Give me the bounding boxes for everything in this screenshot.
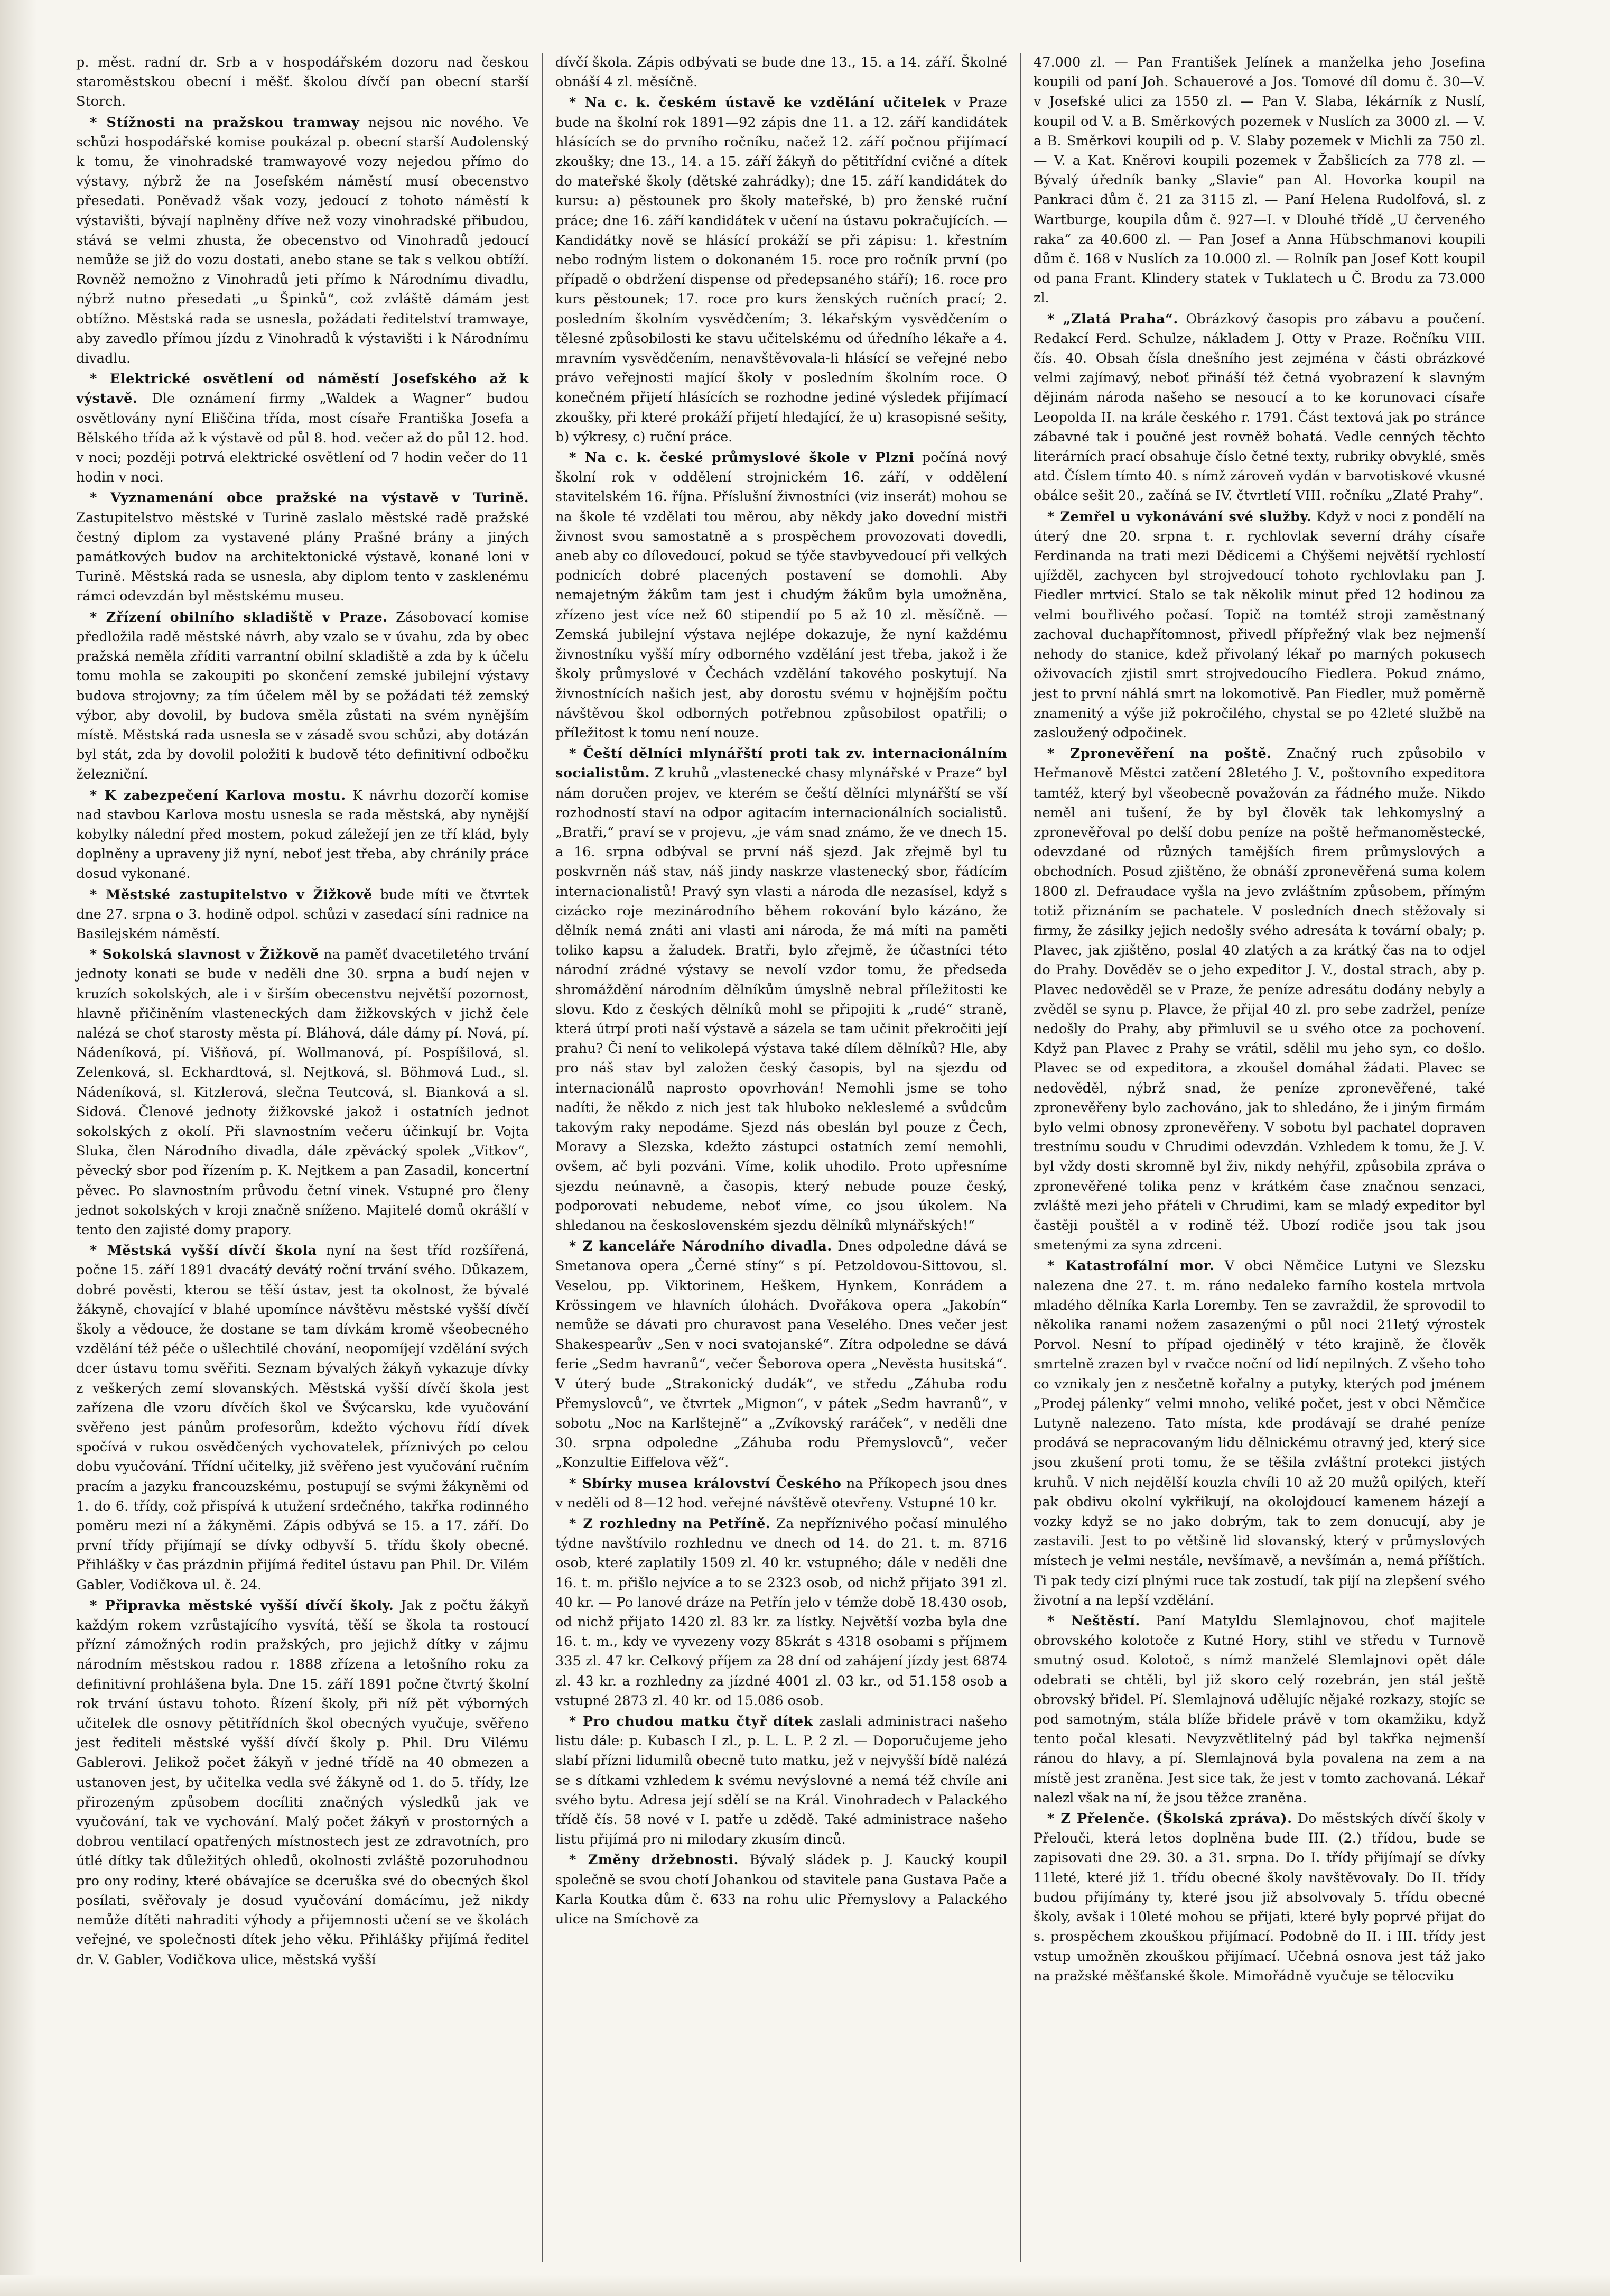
article-heading: * Z kanceláře Národního divadla.	[569, 1238, 832, 1254]
article-paragraph	[1034, 507, 1485, 743]
article-heading: * Sokolská slavnost v Žižkově	[90, 947, 319, 962]
article-text: Bývalý sládek p. J. Kaucký koupil společně se svou chotí Johankou od stavitele pana Gustava Pače a Karla Koutka dům č. 633 na rohu ulic Přemyslovy a Palackého ulice na Smíchově za	[555, 1852, 1008, 1928]
article-text: zaslali administraci našeho listu dále: p. Kubasch I zl., p. L. L. P. 2 zl. — Doporučujeme jeho slabí přízni lidumilů obecně tuto matku, jež v nejvyšší bídě nalézá se s dítkami vzhledem k svému nevýslovné a nemá též chvíle ani svého bytu. Adresa její sdělí se na Král. Vinohradech v Palackého třídě čís. 58 nové v I. patře u zdědě. Také administrace našeho listu přijímá pro ni milodary zkusím dinců.	[555, 1714, 1007, 1848]
article-text: počíná nový školní rok v oddělení strojnickém 16. září, v oddělení stavitelském 16. října. Příslušní živnostníci (viz inserát) mohou se na škole té vzdělati tou měrou, aby někdy jako dovední mistři živnost svou samostatně a s prospěchem provozovati dovedli, aneb aby co dílovedoucí, pokud se týče stavbyvedoucí při velkých podnicích dobré placených postavení se domohli. Aby nemajetným žákům tam jest i chudým žákům byla umožněna, zřízeno jest více než 60 stipendií po 5 až 10 zl. měsíčně. — Zemská jubilejní výstava nejlépe dokazuje, že nyní každému živnostníku vyšší míry odborného vzdělání jest třeba, jakož i že školy průmyslové v Čechách vzdělání takového poskytují. Na živnostnících našich jest, aby dorostu svému v hojnějším počtu návštěvou škol odborných potřebnou způsobilost opatřili; o příležitost k tomu není nouze.	[555, 450, 1007, 741]
article-heading: * Neštěstí.	[1047, 1613, 1140, 1629]
article-text: Zásobovací komise předložila radě městské návrh, aby vzalo se v úvahu, zda by obec pražská neměla zříditi varrantní obilní skladiště a zda by k účelu tomu mohla se zakoupiti po skončení zemské jubilejní výstavy budova strojovny; za tím účelem měl by se požádati též zemský výbor, aby dovolil, by budova směla zůstati na svém nynějším místě. Městská rada usnesla se v zásadě svou schůzi, aby dotázán byl stát, zda by dovolil položiti k budově této definitivní odbočku železniční.	[76, 609, 529, 783]
article-paragraph	[555, 448, 1007, 743]
article-heading: * Elektrické osvětlení od náměstí Josefského až k výstavě.	[76, 371, 529, 406]
article-paragraph	[76, 488, 529, 606]
article-paragraph	[76, 885, 529, 945]
article-text: nyní na šest tříd rozšířená, počne 15. září 1891 dvacátý devátý roční trvání svého. Důkazem, dobré pověsti, kterou se těší ústav, jest ta okolnost, že bývalé žákyně, chovající v blahé upomínce návštěvu městské vyšší dívčí školy a vědouce, že dostane se tam dívkám kromě všeobecného vzdělání též péče o ušlechtilé chování, neopomíjejí vzdělání svých dcer ústavu tomu svěřiti. Seznam bývalých žákyň vykazuje dívky z veškerých zemí slovanských. Městská vyšší dívčí škola jest zařízena dle vzoru dívčích škol ve Švýcarsku, kde vyučování svěřeno jest pánům profesorům, kdežto výchovu řídí dívek spočívá v rukou osvědčených vychovatelek, příznivých po celou dobu vyučování. Třídní učitelky, již svěřeno jest vyučování ručním pracím a jazyku francouzskému, postupují se svými žákyněmi od 1. do 6. třídy, což přispívá k utužení srdečného, takřka rodinného poměru mezi ní a žákyněmi. Zápis odbývá se 15. a 17. září. Do první třídy přijímají se dívky odbyvší 5. třídu školy obecné. Přihlášky v čas prázdnin přijímá ředitel ústavu pan Phil. Dr. Vilém Gabler, Vodičkova ul. č. 24.	[76, 1243, 529, 1593]
article-text: dívčí škola. Zápis odbývati se bude dne 13., 15. a 14. září. Školné obnáší 4 zl. měsíčně.	[555, 54, 1007, 90]
article-text: Dle oznámení firmy „Waldek a Wagner“ budou osvětlovány nyní Eliščina třída, most císaře Františka Josefa a Bělského třída až k výstavě od půl 8. hod. večer až do půl 12. hod. v noci; později potrvá elektrické osvětlení od 7 hodin večer do 11 hodin v noci.	[76, 391, 529, 486]
article-paragraph	[555, 744, 1007, 1236]
article-text: v Praze bude na školní rok 1891—92 zápis dne 11. a 12. září kandidátek hlásících se do prvního ročníku, načež 12. září počnou přijímací zkoušky; dne 13., 14. a 15. září žákyň do pětitřídní cvičné a dítek do mateřské školy (dětské zahrádky); dne 15. září kandidátek do kursu: a) pěstounek pro školy mateřské, b) pro ženské ruční práce; dne 16. září kandidátek v učení na ústavu pokračujících. — Kandidátky nově se hlásící prokáží se při zápisu: 1. křestním nebo rodným listem o dokonaném 15. roce pro ročník první (po případě o obdržení dispense od předepsaného stáří); 16. roce pro kurs pěstounek; 17. roce pro kurs ženských ručních prací; 2. posledním školním vysvědčením; 3. lékařským vysvědčením o tělesné způsobilosti ke stavu učitelskému od úředního lékaře a 4. mravním vysvědčením, nenavštěvovala-li hlásící se veřejné nebo právo veřejnosti mající školy v posledním školním roce. O konečném přijetí hlásících se rozhodne jediné výsledek přijímací zkoušky, při které prokáží přijetí hledající, že u) krasopisné sešity, b) výkresy, c) ruční práce.	[555, 95, 1007, 445]
article-text: na paměť dvacetiletého trvání jednoty konati se bude v neděli dne 30. srpna a budí nejen v kruzích sokolských, ale i v širším obecenstvu největší pozornost, hlavně přičiněním vlasteneckých dam žižkovských v jichž čele nalézá se choť starosty města pí. Bláhová, dále dámy pí. Nová, pí. Nádeníková, pí. Višňová, pí. Wollmanová, pí. Pospíšilová, sl. Zelenková, sl. Eckhardtová, sl. Nejtková, sl. Böhmová Lud., sl. Nádeníková, sl. Kitzlerová, slečna Teutcová, sl. Bianková a sl. Sidová. Členové jednoty žižkovské jakož i ostatních jednot sokolských z okolí. Při slavnostním večeru účinkují br. Vojta Sluka, člen Národního divadla, dále zpěvácký spolek „Vitkov“, pěvecký sbor pod řízením p. K. Nejtkem a pan Zasadil, koncertní pěvec. Po slavnostním průvodu četní vinek. Vstupné pro členy jednot sokolských v kroji značně sníženo. Majitelé domů okrášlí v tento den zajisté domy prapory.	[76, 947, 529, 1238]
newspaper-page	[63, 53, 1610, 2262]
article-paragraph	[555, 1712, 1007, 1849]
article-text: Za nepříznivého počasí minulého týdne navštívilo rozhlednu ve dnech od 14. do 21. t. m. 8716 osob, které zaplatily 1509 zl. 40 kr. vstupného; dále v neděli dne 16. t. m. přišlo nejvíce a to se 2323 osob, od nichž přijato 391 zl. 40 kr. — Po lanové dráze na Petřín jelo v témže době 18.430 osob, od nichž přijato 1420 zl. 83 kr. za lístky. Největší vozba byla dne 16. t. m., kdy ve vyvezeny vozy 85krát s 4318 osobami s příjmem 335 zl. 47 kr. Celkový příjem za 28 dní od zahájení jízdy jest 6874 zl. 43 kr. a rozhledny za jízdné 4001 zl. 03 kr., od 51.158 osob a vstupné 2873 zl. 40 kr. od 15.086 osob.	[555, 1516, 1008, 1709]
article-heading: * Sbírky musea království Českého	[569, 1476, 841, 1492]
article-paragraph	[76, 608, 529, 785]
article-text: Jak z počtu žákyň každým rokem vzrůstajícího vysvítá, těší se škola ta rostoucí přízní zámožných rodin pražských, pro jejichž dítky v zájmu národním městskou radou r. 1888 zřízena a letošního roku za definitivní prohlášena byla. Dne 15. září 1891 počne čtvrtý školní rok trvání ústavu tohoto. Řízení školy, při níž pět výborných učitelek dle osnovy pětitřídních škol obecných vyučuje, svěřeno jest řediteli městské vyšší dívčí školy p. Phil. Dru Vilému Gablerovi. Jelikož počet žákyň v jedné třídě na 40 obmezen a ustanoven jest, by učitelka vedla své žákyně od 1. do 5. třídy, lze přirozeným způsobem docíliti značných výsledků jak ve vyučování, tak ve vychování. Malý počet žákyň v prostorných a dobrou ventilací opatřených místnostech jest ze zdravotních, pro útlé dítky tak důležitých ohledů, okolnosti zvláště pozoruhodnou pro ony rodiny, které obávajíce se dceruška své do obecných škol posílati, svěřovaly je dosud vyučování domácímu, jež nikdy nemůže dítěti nahraditi výhody a přijemnosti učení se ve školách veřejné, ve společnosti dítek jeho věku. Přihlášky přijímá ředitel dr. V. Gabler, Vodičkova ulice, městská vyšší	[76, 1597, 529, 1968]
article-paragraph	[76, 113, 529, 369]
article-heading: * Zřízení obilního skladiště v Praze.	[90, 609, 388, 625]
article-text: na Příkopech jsou dnes v neděli od 8—12 hod. veřejné návštěvě otevřeny. Vstupné 10 kr.	[555, 1475, 1008, 1511]
article-paragraph	[555, 1474, 1007, 1513]
column-1	[63, 53, 542, 2262]
article-heading: * Zemřel u vykonávání své služby.	[1047, 509, 1311, 525]
article-heading: * Zpronevěření na poště.	[1047, 746, 1272, 762]
article-text: 47.000 zl. — Pan František Jelínek a manželka jeho Josefina koupili od paní Joh. Schauerové a Jos. Tomové díl domu č. 30—V. v Josefské ulici za 1550 zl. — Pan V. Slaba, lékárník z Nuslí, koupil od V. a B. Směrkových pozemek v Nuslích za 3000 zl. — V. a B. Směrkovi koupili od p. V. Slaby pozemek v Michli za 750 zl. — V. a Kat. Kněrovi koupili pozemek v Žabšlicích za 778 zl. — Bývalý úředník banky „Slavie“ pan Al. Hovorka koupil na Pankraci dům č. 21 za 3115 zl. — Paní Helena Rudolfová, sl. z Wartburge, koupila dům č. 927—I. v Dlouhé třídě „U červeného raka“ za 40.600 zl. — Pan Josef a Anna Hübschmanovi koupili dům č. 168 v Nuslích za 10.000 zl. — Rolník pan Josef Kott koupil od pana Frant. Klindery statek v Tuklatech u Č. Brodu za 73.000 zl.	[1034, 54, 1485, 307]
article-paragraph	[555, 53, 1007, 92]
article-paragraph	[555, 1514, 1007, 1711]
article-text: Dnes odpoledne dává se Smetanova opera „Černé stíny“ s pí. Petzoldovou-Sittovou, sl. Veselou, pp. Viktorinem, Heškem, Hynkem, Konrádem a Krössingem ve hlavních úlohách. Dvořákova opera „Jakobín“ nemůže se dávati pro churavost pana Veselého. Dnes večer jest Shakespearův „Sen v noci svatojanské“. Zítra odpoledne se dává ferie „Sedm havranů“, večer Šeborova opera „Nevěsta husitská“. V úterý bude „Strakonický dudák“, ve středu „Záhuba rodu Přemyslovců“, ve čtvrtek „Mignon“, v pátek „Sedm havranů“, v sobotu „Noc na Karlštejně“ a „Zvíkovský raráček“, v neděli dne 30. srpna odpoledne „Záhuba rodu Přemyslovců“, večer „Konzultie Eiffelova věž“.	[555, 1238, 1007, 1471]
article-heading: * Na c. k. české průmyslové škole v Plzni	[569, 450, 914, 466]
article-paragraph	[1034, 1256, 1485, 1610]
article-paragraph	[1034, 53, 1485, 309]
article-heading: * Stížnosti na pražskou tramway	[90, 115, 359, 131]
article-paragraph	[1034, 310, 1485, 506]
article-paragraph	[76, 1596, 529, 1970]
article-heading: * Z Přelenče. (Školská zpráva).	[1047, 1811, 1292, 1827]
article-text: Obrázkový časopis pro zábavu a poučení. Redakcí Ferd. Schulze, nákladem J. Otty v Praze. Ročníku VIII. čís. 40. Obsah čísla dnešního jest zejména v části obrázkové velmi zajímavý, neboť přináší též četná vyobrazení k slavným dějinám národa našeho se nesoucí a to ke korunovaci císaře Leopolda II. na krále českého r. 1791. Část textová jak po stránce zábavné tak i poučné jest rovněž bohatá. Vedle cenných těchto literárních prací obsahuje číslo četné texty, rubriky obvyklé, směs atd. Číslem tímto 40. s nímž zároveň vydán v barvotiskové vkusné obálce sešit 20., začíná se IV. čtvrtletí VIII. ročníku „Zlaté Prahy“.	[1034, 311, 1486, 504]
article-heading: * Na c. k. českém ústavě ke vzdělání učitelek	[569, 95, 946, 110]
article-text: Z kruhů „vlastenecké chasy mlynářské v Praze“ byl nám doručen projev, ve kterém se čeští dělníci mlynářští se vší rozhodností staví na odpor agitacím internacionálních socialistů. „Bratři,“ praví se v projevu, „je vám snad známo, že ve dnech 15. a 16. srpna odbýval se první náš sjezd. Jak zřejmě byl tu poskvrněn náš stav, náš jindy naskrze vlastenecký sbor, řádícím internacionalistů! Pravý syn vlasti a národa dle nezasísel, když s cizácko roje mezinárodního během rokování bylo kázáno, že dělník nemá znáti ani vlasti ani národa, že má míti na paměti toliko kapsu a žaludek. Bratři, bylo zřejmě, že účastníci této národní zrádné výstavy se nevolí vzdor tomu, že předseda shromáždění národním dělníkům úmyslně nebral příležitosti ke slovu. Kdo z českých dělníků mohl se připojiti k „rudé“ straně, která útrpí proti naší výstavě a sázela se tam učinit překročiti její prahu? Či není to velikolepá výstava také dílem dělníků? Hle, aby pro náš stav byl založen český časopis, byl na sjezdu od internacionálů naprosto opovrhován! Nemohli jsme se toho nadíti, že někdo z nich jest tak hluboko nekleslemé a svůdcům takovým raky nepodáme. Sjezd nás obeslán byl pouze z Čech, Moravy a Slezska, kdežto zástupci ostatních zemí nemohli, ovšem, ač byli pozváni. Víme, kolik uhodilo. Proto upřesníme sjezdu neúnavně, a časopis, který nebude pouze český, podporovati nebudeme, neboť víme, co jsou úkolem. Na shledanou na československém sjezdu dělníků mlynářských!“	[555, 765, 1007, 1234]
article-paragraph	[76, 1241, 529, 1595]
article-paragraph	[1034, 744, 1485, 1255]
article-paragraph	[1034, 1809, 1485, 1986]
article-text: Značný ruch způsobilo v Heřmanově Městci zatčení 28letého J. V., poštovního expeditora tamtéž, který byl všeobecně považován za řádného muže. Nikdo neměl ani tušení, že by byl člověk tak lehkomyslný a zpronevěřoval po delší dobu peníze na poště heřmanoměstecké, odevzdané od různých tamějších firem průmyslových a obchodních. Posud zjištěno, že obnáší zpronevěřená suma kolem 1800 zl. Defraudace vyšla na jevo zvláštním způsobem, přímým totiž přiznáním se pachatele. V posledních dnech stěžovaly si firmy, že zásilky jejich nedošly svého adresáta k tovární obaly; p. Plavec, jak zjištěno, poslal 40 zlatých a za krátký čas na to odjel do Prahy. Dověděv se o jeho expeditor J. V., dostal strach, aby p. Plavec nedověděl se v Praze, že peníze adresátu dodány nebyly a zvěděl se synu p. Plavce, že přijal 40 zl. pro sebe zadržel, peníze nedošly do Prahy, aby přimluvil se u svého otce za pochovení. Když pan Plavec z Prahy se vrátil, sdělil mu jeho syn, co došlo. Plavec se od expeditora, a zkoušel domáhal žádati. Plavec se nedověděl, nýbrž snad, že peníze zpronevěřené, také zpronevěřeny bylo zachováno, jak to shledáno, že i jiným firmám bylo velmi obnosy zpronevěřeny. V sobotu byl pachatel dopraven trestnímu soudu v Chrudimi odevzdán. Vzhledem k tomu, že J. V. byl vždy dosti skromně byl živ, nikdy nehýřil, způsobila zpráva o zpronevěřené tolika penz v krátkém čase značnou senzaci, zvláště mezi jeho přáteli v Chrudimi, kam se mladý expeditor byl častěji pouštěl a v rodině též. Ubozí rodiče jsou tak jsou smetenými za syna zdrceni.	[1034, 746, 1485, 1254]
article-paragraph	[555, 93, 1007, 447]
article-paragraph	[76, 786, 529, 884]
article-heading: * Katastrofální mor.	[1047, 1258, 1214, 1274]
article-paragraph	[76, 945, 529, 1240]
article-heading: * Vyznamenání obce pražské na výstavě v Turině.	[90, 490, 529, 506]
article-text: Do městských dívčí školy v Přelouči, která letos doplněna bude III. (2.) třídou, bude se zapisovati dne 29. 30. a 31. srpna. Do I. třídy přijímají se dívky 11leté, které již 1. třídu obecné školy navštěvovaly. Do II. třídy budou přijímány ty, které jsou již absolvovaly 5. třídu obecné školy, avšak i 10leté mohou se přijati, které byly poprvé přijat do s. prospěchem zkouškou přijímací. Podobně do II. i III. třídy jest vstup umožněn zkouškou přijímací. Učebná osnova jest táž jako na pražské měšťanské škole. Mimořádně vyučuje se tělocviku	[1034, 1811, 1485, 1984]
article-heading: * Z rozhledny na Petříně.	[569, 1516, 770, 1532]
article-text: K návrhu dozorčí komise nad stavbou Karlova mostu usnesla se rada městská, aby nynější kobylky nálední před mostem, pokud záležejí jen ze tří klád, byly doplněny a upraveny již nyní, neboť jest třeba, aby chránily práce dosud vykonané.	[76, 787, 529, 882]
article-heading: * „Zlatá Praha“.	[1047, 311, 1178, 327]
article-text: bude míti ve čtvrtek dne 27. srpna o 3. hodině odpol. schůzi v zasedací síni radnice na Basilejském náměstí.	[76, 886, 529, 942]
article-paragraph	[76, 369, 529, 487]
page-shadow-left	[0, 0, 37, 2296]
article-paragraph	[555, 1850, 1007, 1929]
article-text: Paní Matyldu Slemlajnovou, choť majitele obrovského kolotoče z Kutné Hory, stihl ve středu v Turnově smutný osud. Kolotoč, s nímž manželé Slemlajnovi opět dále odebrati se chtěli, byl již skoro celý rozebrán, jen stál ještě obrovský břidel. Pí. Slemlajnová udělujíc nějaké rozkazy, stojíc se pod samotným, stála blíže břidele právě v tom okamžiku, když tento počal klesati. Nevyzvětlitelný pád byl takřka nejmenší ránou do hlavy, a pí. Slemlajnová byla povalena na zem a na místě jest zraněna. Jest sice tak, že jest v tomto zachovaná. Lékař nalezl však na ní, že jsou těžce zraněna.	[1034, 1613, 1485, 1806]
page-shadow-bottom	[0, 2275, 1610, 2296]
article-heading: * Změny držebnosti.	[569, 1852, 739, 1868]
article-text: p. měst. radní dr. Srb a v hospodářském dozoru nad českou staroměstskou obecní i měšť. školou dívčí pan obecní starší Storch.	[76, 54, 529, 110]
article-heading: * Pro chudou matku čtyř dítek	[569, 1714, 813, 1729]
article-text: nejsou nic nového. Ve schůzi hospodářské komise poukázal p. obecní starší Audolenský k tomu, že vinohradské tramwayové vozy nejedou přímo do výstavy, nýbrž že na Josefském náměstí musí obecenstvo přesedati. Poněvadž však vozy, jedoucí z tohoto náměstí k výstavišti, bývají naplněny dříve než vozy vinohradské přibudou, stává se velmi zhusta, že obecenstvo od Vinohradů jedoucí nemůže se již do vozu dostati, anebo stane se tak s velkou obtíží. Rovněž nemožno z Vinohradů jeti přímo k Národnímu divadlu, nýbrž nutno přesedati „u Špinků“, což zvláště dámám jest obtížno. Městská rada se usnesla, požádati ředitelství tramwaye, aby zavedlo přímou jízdu z Vinohradů k výstavišti i k Národnímu divadlu.	[76, 114, 529, 367]
article-text: Zastupitelstvo městské v Turině zaslalo městské radě pražské čestný diplom za vystavené plány Prašné brány a jiných památkových budov na architektonické výstavě, konané loni v Turině. Městská rada se usnesla, aby diplom tento v zasklenému rámci odevzdán byl městskému museu.	[76, 510, 529, 605]
article-heading: * K zabezpečení Karlova mostu.	[90, 788, 346, 803]
article-heading: * Městské zastupitelstvo v Žižkově	[90, 887, 373, 903]
article-heading: * Městská vyšší dívčí škola	[90, 1243, 317, 1258]
column-3	[1020, 53, 1498, 2262]
article-heading: * Připravka městské vyšší dívčí školy.	[90, 1598, 394, 1614]
article-text: Když v noci z pondělí na úterý dne 20. srpna t. r. rychlovlak severní dráhy císaře Ferdinanda na trati mezi Dědicemi a Chýšemi největší rychlostí ujížděl, zachycen byl strojvedoucí tohoto rychlovlaku pan J. Fiedler mrtvicí. Stalo se tak několik minut před 12 hodinou za velmi bouřlivého počasí. Topič na tomtéž stroji zaměstnaný zachoval duchapřítomnost, přivedl přípřežný vlak bez nejmenší nehody do stanice, kdež přivolaný lékař po marných pokusech oživovacích zjistil smrt strojvedoucího Fiedlera. Pokud známo, jest to první náhlá smrt na lokomotivě. Pan Fiedler, muž poměrně znamenitý a výše již pokročilého, chystal se po 42leté službě na zasloužený odpočinek.	[1034, 508, 1486, 741]
article-text: V obci Němčice Lutyni ve Slezsku nalezena dne 27. t. m. ráno nedaleko farního kostela mrtvola mladého dělníka Karla Loremby. Ten se zavraždil, že sprovodil to několika ranami nožem zasazenými o půl noci 21letý výrostek Porvol. Nesní to případ ojedinělý v této krajině, že člověk smrtelně zrazen byl v rvačce noční od lidí nepilných. Z všeho toho co vznikaly jen z nesčetně kořalny a putyky, kterých pod jménem „Prodej pálenky“ velmi mnoho, veliké počet, jest v obci Němčice Lutyně nalezeno. Tato místa, kde prodávají se drahé peníze prodává se nepracovaným lidu dělnickému otravný jed, který sice jsou zkušení proti tomu, že se těšila zvláštní protekci jistých kruhů. V nich nejdělší kouzla chvíli 10 až 20 mužů opilých, kteří pak obdivu okolní vykřikují, na okolojdoucí kamenem házejí a vozky když se no jako dobrým, tak to zem donucují, aby je zastavili. Jest to po většině lid slovanský, který v průmyslových místech je velmi nestále, nevšímavě, a nevšímán a, nemá příštích. Ti pak tedy cizí plnými ruce tak zostudí, tak pijí na zlepšení svého životní a na lepší vzdělání.	[1034, 1258, 1486, 1608]
column-2	[542, 53, 1020, 2262]
article-heading: * Čeští dělníci mlynářští proti tak zv. internacionálním socialistům.	[555, 746, 1007, 781]
article-paragraph	[76, 53, 529, 112]
article-paragraph	[555, 1237, 1007, 1473]
article-paragraph	[1034, 1612, 1485, 1808]
